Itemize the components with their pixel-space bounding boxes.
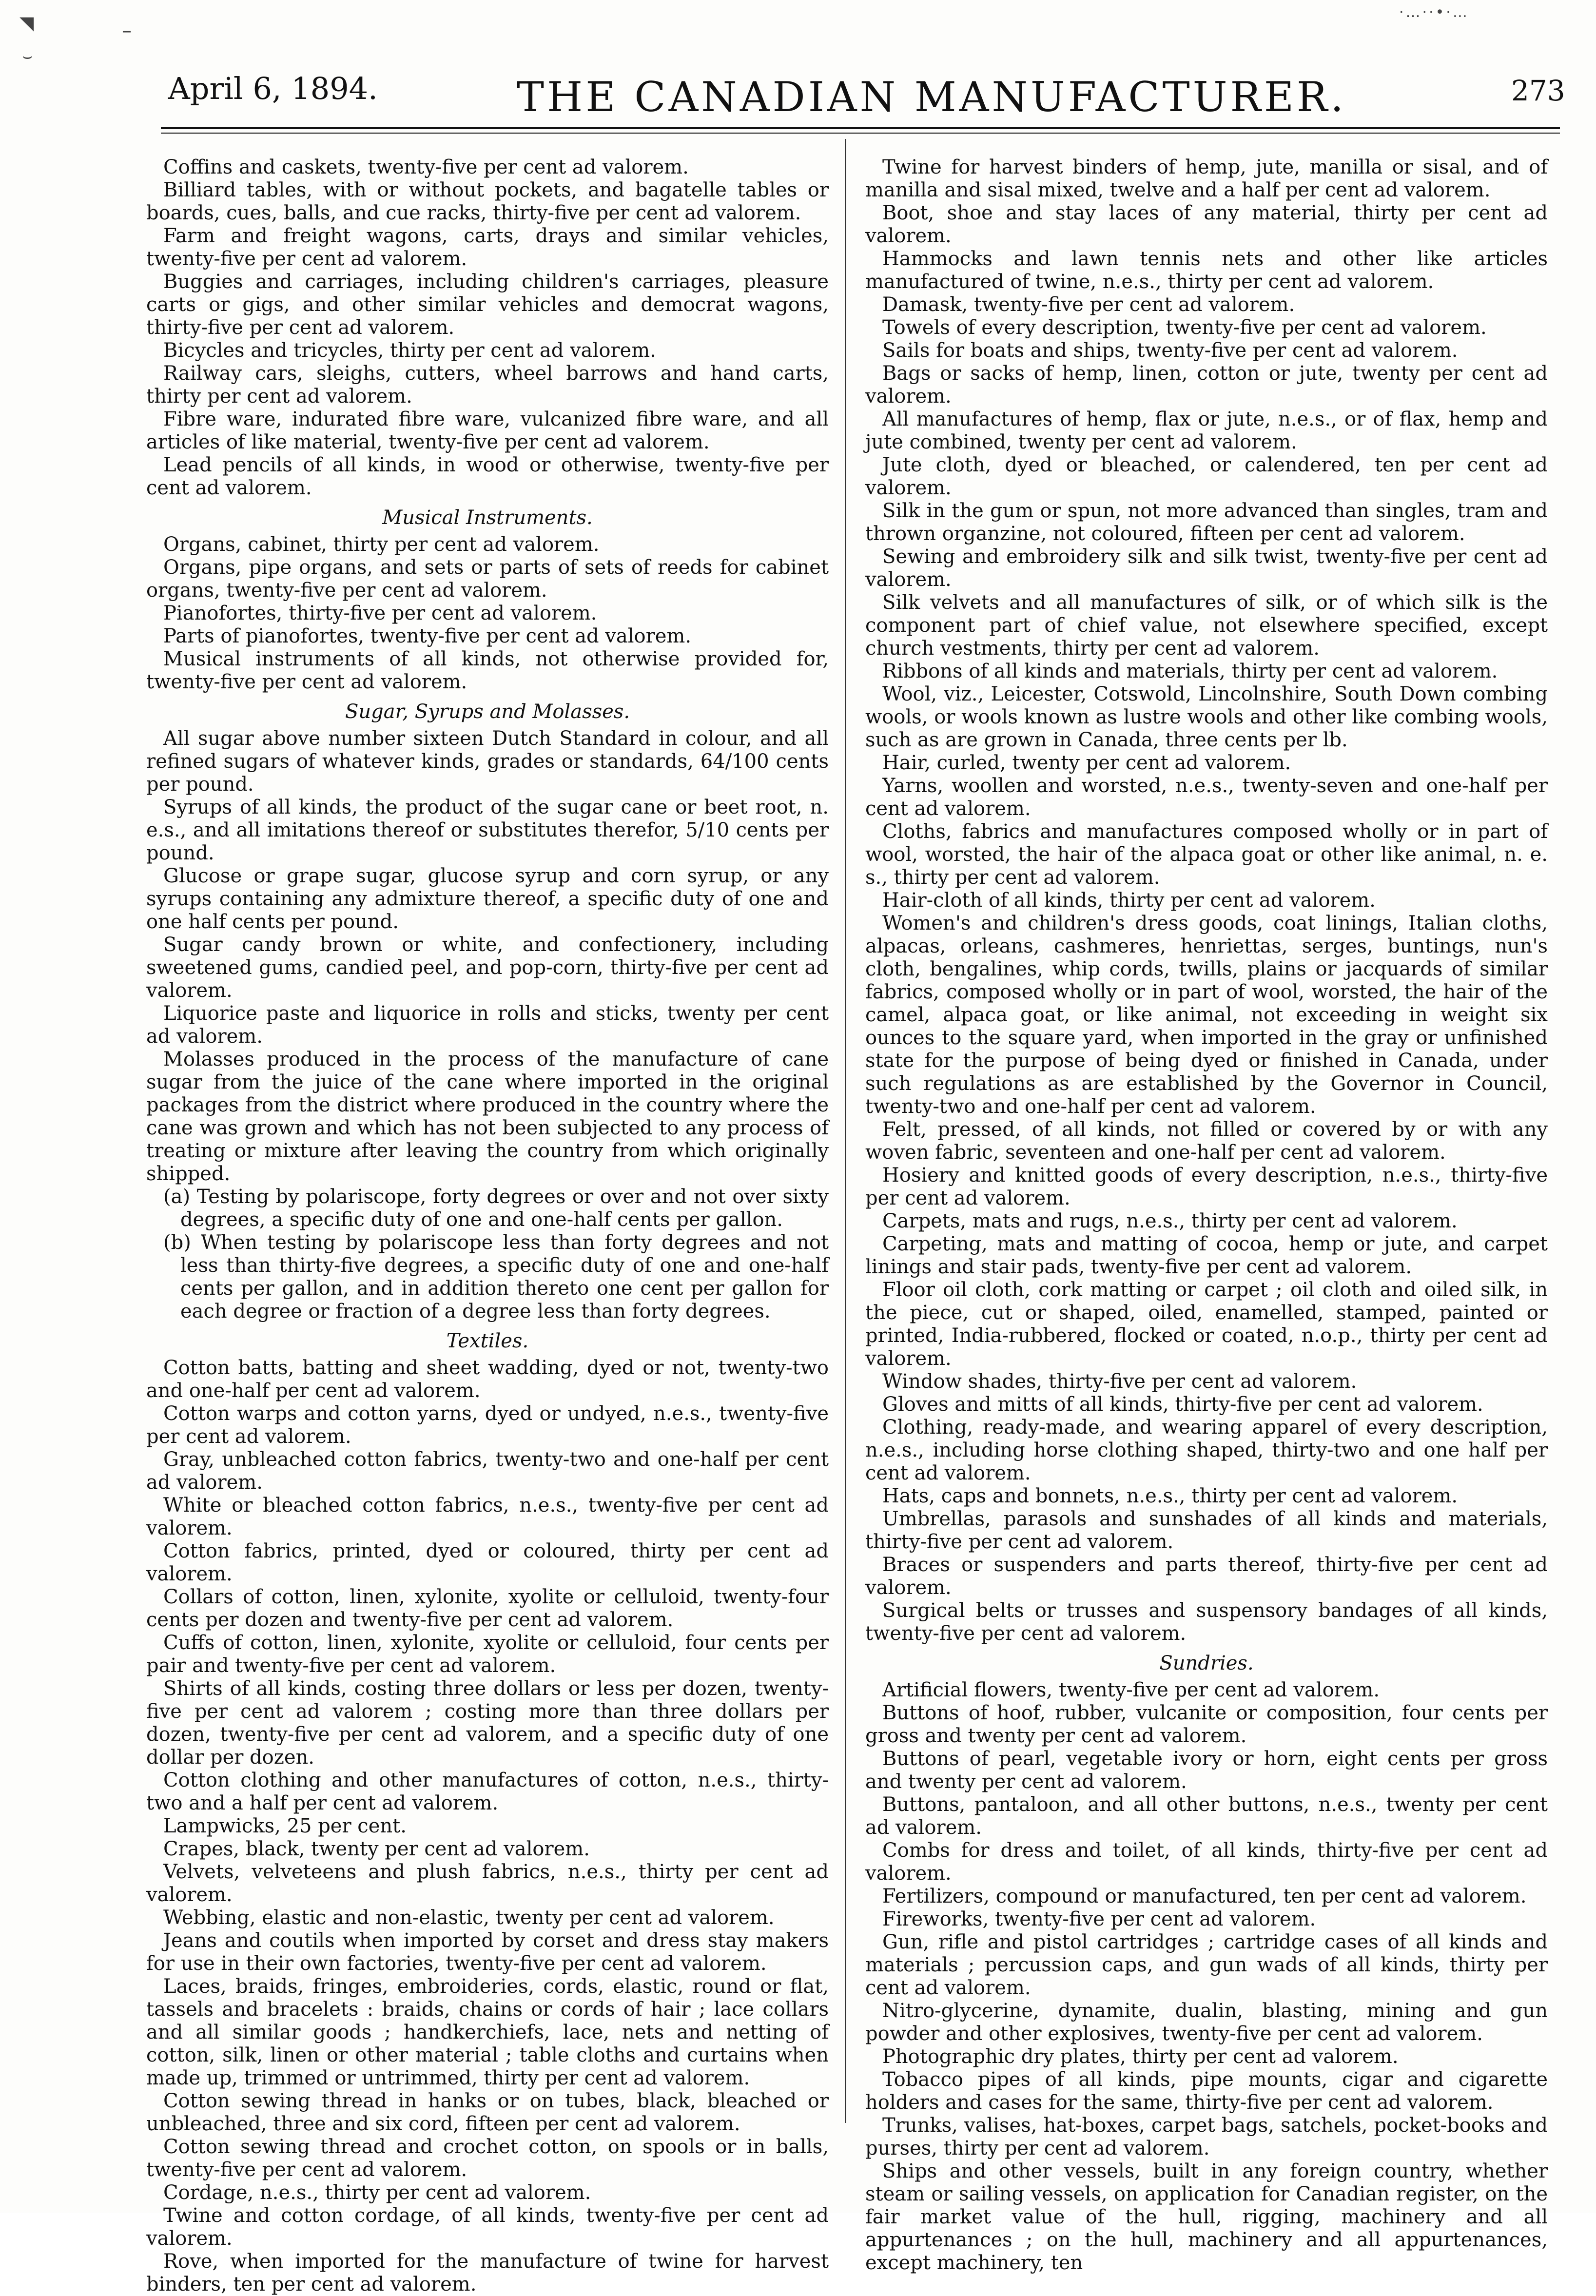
issue-date: April 6, 1894. [168,71,378,106]
tariff-paragraph: Gloves and mitts of all kinds, thirty-five per cent ad valorem. [882,1393,1483,1416]
tariff-paragraph: Jute cloth, dyed or bleached, or calendered, ten per cent ad valorem. [865,454,1548,499]
tariff-paragraph: Bicycles and tricycles, thirty per cent ad valorem. [163,339,656,362]
header-rule-thin [161,133,1560,134]
tariff-paragraph: Photographic dry plates, thirty per cent ad valorem. [882,2045,1399,2068]
corner-mark-top-right: ·…··•·… [1399,4,1469,21]
sugar-subclause-b: (b) When testing by polariscope less than forty degrees and not less than thirty-five degrees, a specific duty of one and one-half cents per gallon, and in addition thereto one cent per gallon for each degree or fraction of a degree less than forty degrees. [163,1231,829,1323]
heading-textiles: Textiles. [446,1330,529,1352]
tariff-paragraph: Buttons of pearl, vegetable ivory or horn, eight cents per gross and twenty per cent ad valorem. [865,1748,1548,1793]
tariff-paragraph: Musical instruments of all kinds, not otherwise provided for, twenty-five per cent ad valorem. [146,648,829,693]
tariff-paragraph: Syrups of all kinds, the product of the sugar cane or beet root, n. e.s., and all imitations thereof or substitutes therefor, 5/10 cents per pound. [146,796,829,864]
left-paragraph-group-textiles [146,1357,829,2296]
masthead-title: THE CANADIAN MANUFACTURER. [517,73,1347,121]
tariff-paragraph: Jeans and coutils when imported by corset and dress stay makers for use in their own factories, twenty-five per cent ad valorem. [146,1929,829,1975]
tariff-paragraph: Cotton warps and cotton yarns, dyed or undyed, n.e.s., twenty-five per cent ad valorem. [146,1402,829,1448]
tariff-paragraph: White or bleached cotton fabrics, n.e.s., twenty-five per cent ad valorem. [146,1494,829,1539]
sugar-subclause-a: (a) Testing by polariscope, forty degrees or over and not over sixty degrees, a specific duty of one and one-half cents per gallon. [163,1186,829,1231]
tariff-paragraph: Sewing and embroidery silk and silk twist, twenty-five per cent ad valorem. [865,545,1548,591]
tariff-paragraph: Ships and other vessels, built in any foreign country, whether steam or sailing vessels, on application for Canadian register, on the fair market value of the hull, rigging, machinery and all appurtenances ; on the hull, machinery and all appurtenances, except machinery, ten [865,2160,1548,2274]
tariff-paragraph: Coffins and caskets, twenty-five per cent ad valorem. [163,156,689,178]
left-column [146,156,829,2296]
tariff-paragraph: Hair, curled, twenty per cent ad valorem. [882,752,1291,774]
tariff-paragraph: Velvets, velveteens and plush fabrics, n.e.s., thirty per cent ad valorem. [146,1861,829,1906]
tariff-paragraph: Towels of every description, twenty-five per cent ad valorem. [882,316,1487,339]
right-paragraph-group-sundries [865,1679,1548,2275]
tariff-paragraph: All manufactures of hemp, flax or jute, n.e.s., or of flax, hemp and jute combined, twenty per cent ad valorem. [865,408,1548,453]
tariff-paragraph: Cloths, fabrics and manufactures composed wholly or in part of wool, worsted, the hair of the alpaca goat or other like animal, n. e. s., thirty per cent ad valorem. [865,820,1548,889]
tariff-paragraph: Cotton clothing and other manufactures of cotton, n.e.s., thirty-two and a half per cent ad valorem. [146,1769,829,1814]
stray-mark: – [122,19,132,42]
right-paragraph-group-1 [865,156,1548,1645]
corner-mark-top-left-2: ⌣ [22,46,33,66]
tariff-paragraph: Boot, shoe and stay laces of any material, thirty per cent ad valorem. [865,202,1548,247]
tariff-paragraph: Carpeting, mats and matting of cocoa, hemp or jute, and carpet linings and stair pads, twenty-five per cent ad valorem. [865,1233,1548,1278]
tariff-paragraph: Parts of pianofortes, twenty-five per cent ad valorem. [163,625,692,647]
tariff-paragraph: Gray, unbleached cotton fabrics, twenty-two and one-half per cent ad valorem. [146,1448,829,1494]
left-paragraph-group-1 [146,156,829,500]
heading-sundries: Sundries. [1159,1652,1254,1674]
page-number: 273 [1511,74,1565,107]
tariff-paragraph: Rove, when imported for the manufacture of twine for harvest binders, ten per cent ad valorem. [146,2250,829,2296]
tariff-paragraph: Floor oil cloth, cork matting or carpet ; oil cloth and oiled silk, in the piece, cut or shaped, oiled, enamelled, stamped, painted or printed, India-rubbered, flocked or coated, n.o.p., thirty per cent ad valorem. [865,1279,1548,1370]
tariff-paragraph: Women's and children's dress goods, coat linings, Italian cloths, alpacas, orleans, cashmeres, henriettas, serges, buntings, nun's cloth, bengalines, whip cords, twills, plains or jacquards of similar fabrics, composed wholly or in part of wool, worsted, the hair of the camel, alpaca goat, or like animal, not exceeding in weight six ounces to the square yard, when imported in the gray or unfinished state for the purpose of being dyed or finished in Canada, under such regulations as are established by the Governor in Council, twenty-two and one-half per cent ad valorem. [865,912,1548,1118]
tariff-paragraph: Lampwicks, 25 per cent. [163,1815,407,1837]
tariff-paragraph: Yarns, woollen and worsted, n.e.s., twenty-seven and one-half per cent ad valorem. [865,775,1548,820]
tariff-paragraph: Carpets, mats and rugs, n.e.s., thirty per cent ad valorem. [882,1210,1458,1232]
tariff-paragraph: Farm and freight wagons, carts, drays and similar vehicles, twenty-five per cent ad valorem. [146,225,829,270]
tariff-paragraph: Pianofortes, thirty-five per cent ad valorem. [163,602,597,624]
tariff-paragraph: Umbrellas, parasols and sunshades of all kinds and materials, thirty-five per cent ad valorem. [865,1508,1548,1553]
tariff-paragraph: Twine and cotton cordage, of all kinds, twenty-five per cent ad valorem. [146,2204,829,2250]
tariff-paragraph: Twine for harvest binders of hemp, jute, manilla or sisal, and of manilla and sisal mixed, twelve and a half per cent ad valorem. [865,156,1548,201]
tariff-paragraph: Liquorice paste and liquorice in rolls and sticks, twenty per cent ad valorem. [146,1002,829,1048]
tariff-paragraph: Cotton batts, batting and sheet wadding, dyed or not, twenty-two and one-half per cent ad valorem. [146,1357,829,1402]
tariff-paragraph: Webbing, elastic and non-elastic, twenty per cent ad valorem. [163,1907,775,1929]
tariff-paragraph: Cotton fabrics, printed, dyed or coloured, thirty per cent ad valorem. [146,1540,829,1585]
tariff-paragraph: Damask, twenty-five per cent ad valorem. [882,293,1295,316]
tariff-paragraph: Billiard tables, with or without pockets, and bagatelle tables or boards, cues, balls, and cue racks, thirty-five per cent ad valorem. [146,179,829,224]
left-paragraph-group-musical [146,533,829,694]
tariff-paragraph: Ribbons of all kinds and materials, thirty per cent ad valorem. [882,660,1498,682]
tariff-paragraph: Organs, pipe organs, and sets or parts of sets of reeds for cabinet organs, twenty-five per cent ad valorem. [146,556,829,602]
tariff-paragraph: Tobacco pipes of all kinds, pipe mounts, cigar and cigarette holders and cases for the same, thirty-five per cent ad valorem. [865,2068,1548,2114]
tariff-paragraph: Window shades, thirty-five per cent ad valorem. [882,1370,1357,1393]
tariff-paragraph: Nitro-glycerine, dynamite, dualin, blasting, mining and gun powder and other explosives, twenty-five per cent ad valorem. [865,2000,1548,2045]
tariff-paragraph: Glucose or grape sugar, glucose syrup and corn syrup, or any syrups containing any admixture thereof, a specific duty of one and one half cents per pound. [146,865,829,933]
tariff-paragraph: Cotton sewing thread in hanks or on tubes, black, bleached or unbleached, three and six cord, fifteen per cent ad valorem. [146,2090,829,2135]
tariff-paragraph: Organs, cabinet, thirty per cent ad valorem. [163,533,600,556]
corner-mark-top-left: ◥ [19,12,34,34]
tariff-paragraph: Sails for boats and ships, twenty-five per cent ad valorem. [882,339,1458,362]
tariff-paragraph: Felt, pressed, of all kinds, not filled or covered by or with any woven fabric, seventeen and one-half per cent ad valorem. [865,1118,1548,1164]
tariff-paragraph: Collars of cotton, linen, xylonite, xyolite or celluloid, twenty-four cents per dozen and twenty-five per cent ad valorem. [146,1586,829,1631]
tariff-paragraph: Hair-cloth of all kinds, thirty per cent ad valorem. [882,889,1376,912]
heading-musical-instruments: Musical Instruments. [382,506,593,529]
tariff-paragraph: Silk in the gum or spun, not more advanced than singles, tram and thrown organzine, not coloured, fifteen per cent ad valorem. [865,500,1548,545]
tariff-paragraph: Braces or suspenders and parts thereof, thirty-five per cent ad valorem. [865,1554,1548,1599]
tariff-paragraph: Clothing, ready-made, and wearing apparel of every description, n.e.s., including horse clothing shaped, thirty-two and one half per cent ad valorem. [865,1416,1548,1484]
tariff-paragraph: Hosiery and knitted goods of every description, n.e.s., thirty-five per cent ad valorem. [865,1164,1548,1209]
tariff-paragraph: Fireworks, twenty-five per cent ad valorem. [882,1908,1316,1930]
tariff-paragraph: Trunks, valises, hat-boxes, carpet bags, satchels, pocket-books and purses, thirty per cent ad valorem. [865,2114,1548,2160]
tariff-paragraph: Surgical belts or trusses and suspensory bandages of all kinds, twenty-five per cent ad valorem. [865,1599,1548,1645]
tariff-paragraph: Lead pencils of all kinds, in wood or otherwise, twenty-five per cent ad valorem. [146,454,829,499]
column-divider [845,139,846,2123]
tariff-paragraph: All sugar above number sixteen Dutch Standard in colour, and all refined sugars of whatever kinds, grades or standards, 64/100 cents per pound. [146,727,829,796]
left-paragraph-group-sugar [146,727,829,1186]
tariff-paragraph: Crapes, black, twenty per cent ad valorem. [163,1838,590,1860]
right-column [865,156,1548,2275]
tariff-paragraph: Gun, rifle and pistol cartridges ; cartridge cases of all kinds and materials ; percussion caps, and gun wads of all kinds, thirty per cent ad valorem. [865,1931,1548,1999]
tariff-paragraph: Sugar candy brown or white, and confectionery, including sweetened gums, candied peel, and pop-corn, thirty-five per cent ad valorem. [146,934,829,1002]
heading-sugar-syrups-molasses: Sugar, Syrups and Molasses. [345,700,630,723]
tariff-paragraph: Silk velvets and all manufactures of silk, or of which silk is the component part of chief value, not elsewhere specified, except church vestments, thirty per cent ad valorem. [865,591,1548,660]
tariff-paragraph: Shirts of all kinds, costing three dollars or less per dozen, twenty-five per cent ad valorem ; costing more than three dollars per dozen, twenty-five per cent ad valorem, and a specific duty of one dollar per dozen. [146,1677,829,1769]
tariff-paragraph: Hammocks and lawn tennis nets and other like articles manufactured of twine, n.e.s., thirty per cent ad valorem. [865,248,1548,293]
tariff-paragraph: Cuffs of cotton, linen, xylonite, xyolite or celluloid, four cents per pair and twenty-five per cent ad valorem. [146,1632,829,1677]
tariff-paragraph: Molasses produced in the process of the manufacture of cane sugar from the juice of the cane where imported in the original packages from the district where produced in the country where the cane was grown and which has not been subjected to any process of treating or mixture after leaving the country from which originally shipped. [146,1048,829,1185]
tariff-paragraph: Wool, viz., Leicester, Cotswold, Lincolnshire, South Down combing wools, or wools known as lustre wools and other like combing wools, such as are grown in Canada, three cents per lb. [865,683,1548,751]
tariff-paragraph: Hats, caps and bonnets, n.e.s., thirty per cent ad valorem. [882,1485,1458,1507]
tariff-paragraph: Fertilizers, compound or manufactured, ten per cent ad valorem. [882,1885,1527,1907]
tariff-paragraph: Fibre ware, indurated fibre ware, vulcanized fibre ware, and all articles of like material, twenty-five per cent ad valorem. [146,408,829,453]
tariff-paragraph: Combs for dress and toilet, of all kinds, thirty-five per cent ad valorem. [865,1839,1548,1885]
tariff-paragraph: Buggies and carriages, including children's carriages, pleasure carts or gigs, and other similar vehicles and democrat wagons, thirty-five per cent ad valorem. [146,271,829,339]
tariff-paragraph: Buttons of hoof, rubber, vulcanite or composition, four cents per gross and twenty per cent ad valorem. [865,1702,1548,1747]
tariff-paragraph: Artificial flowers, twenty-five per cent ad valorem. [882,1679,1380,1701]
tariff-paragraph: Buttons, pantaloon, and all other buttons, n.e.s., twenty per cent ad valorem. [865,1793,1548,1839]
tariff-paragraph: Laces, braids, fringes, embroideries, cords, elastic, round or flat, tassels and bracelets : braids, chains or cords of hair ; lace collars and all similar goods ; handkerchiefs, lace, nets and netting of cotton, silk, linen or other material ; table cloths and curtains when made up, trimmed or untrimmed, thirty per cent ad valorem. [146,1975,829,2089]
tariff-paragraph: Railway cars, sleighs, cutters, wheel barrows and hand carts, thirty per cent ad valorem. [146,362,829,408]
tariff-paragraph: Cotton sewing thread and crochet cotton, on spools or in balls, twenty-five per cent ad valorem. [146,2136,829,2181]
tariff-paragraph: Cordage, n.e.s., thirty per cent ad valorem. [163,2181,591,2204]
header-rule-thick [161,127,1560,129]
tariff-paragraph: Bags or sacks of hemp, linen, cotton or jute, twenty per cent ad valorem. [865,362,1548,408]
